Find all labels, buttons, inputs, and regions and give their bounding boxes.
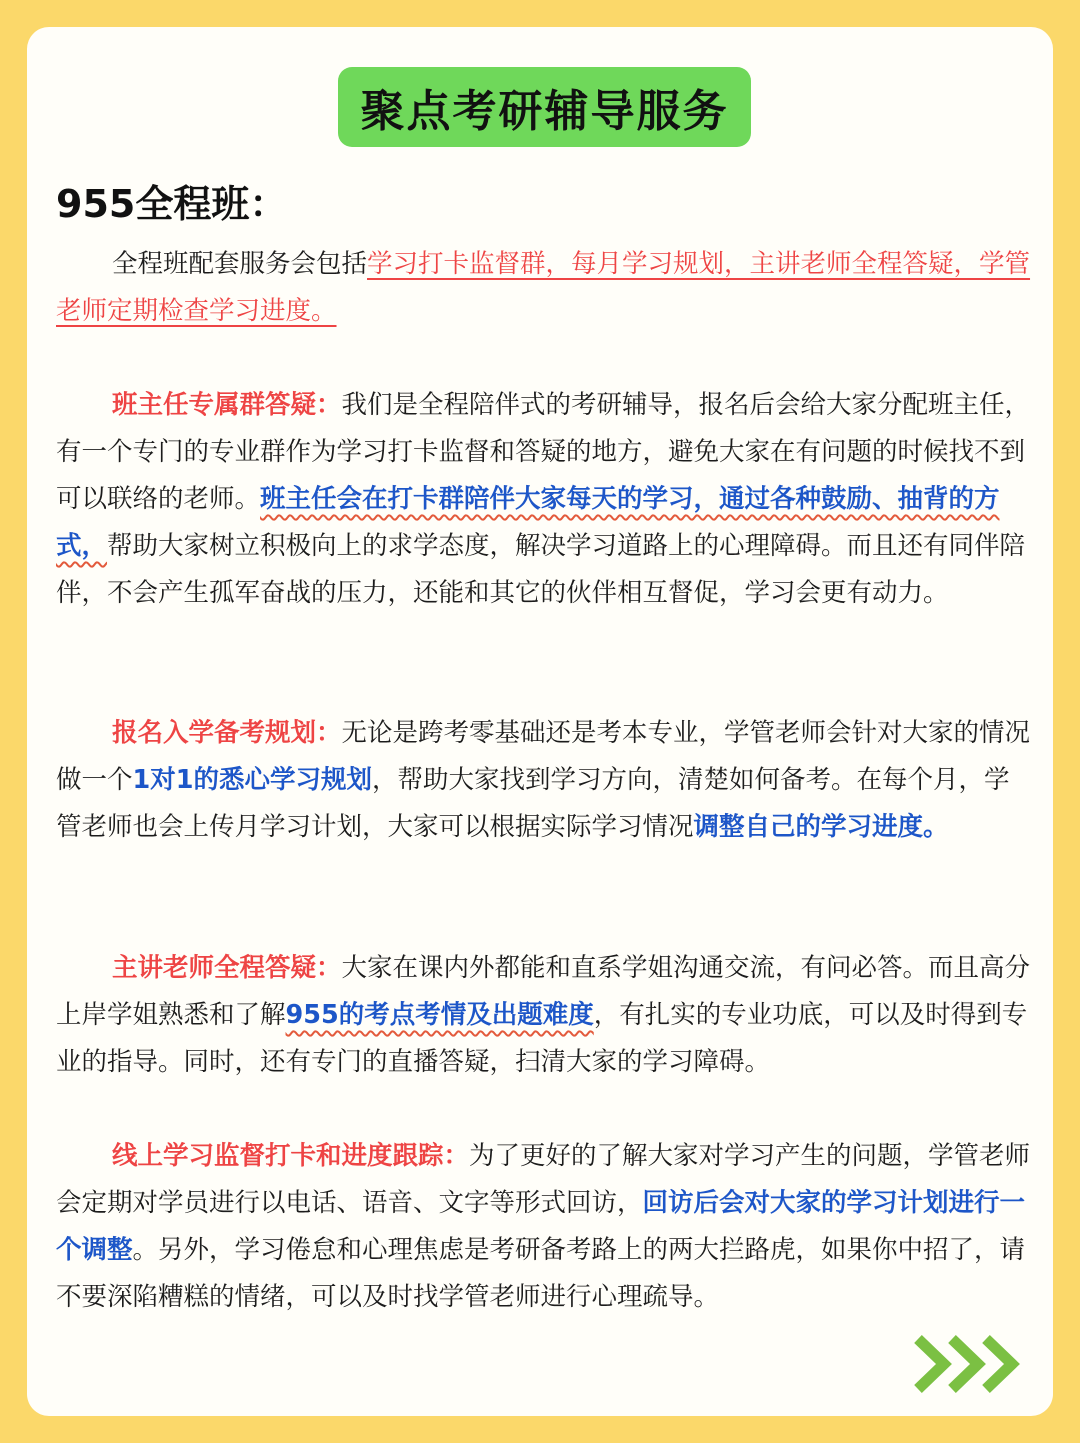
section-text: 我们是全程陪伴式的考研辅导，报名后会给大家分配班主任，有一个专门的专业群作为学习打卡监督和答疑的地方，避免大家在有问题的时候找不到可以联络的老师。: [56, 390, 1031, 514]
section-text: ，帮助大家找到学习方向，清楚如何备考。在每个月，学管老师也会上传月学习计划，大家可以根据实际学习情况: [56, 765, 1010, 842]
section-paragraph-4: [56, 1133, 1031, 1321]
page-title: 聚点考研辅导服务: [338, 67, 751, 147]
section-label: 班主任专属群答疑：: [112, 390, 342, 420]
section-label: 线上学习监督打卡和进度跟踪：: [112, 1141, 470, 1171]
intro-highlight: 学习打卡监督群，每月学习规划，主讲老师全程答疑，学管老师定期检查学习进度。: [56, 249, 1031, 326]
section-highlight: 回访后会对大家的学习计划进行一个调整: [56, 1188, 1026, 1265]
section-highlight: 班主任会在打卡群陪伴大家每天的学习，通过各种鼓励、抽背的方式，: [56, 484, 1000, 561]
intro-text: 全程班配套服务会包括: [112, 249, 368, 279]
intro-paragraph: [56, 241, 1031, 335]
section-highlight: 955的考点考情及出题难度: [285, 1000, 594, 1030]
section-text: ，有扎实的专业功底，可以及时得到专业的指导。同时，还有专门的直播答疑，扫清大家的学习障碍。: [56, 1000, 1028, 1077]
section-label: 主讲老师全程答疑：: [112, 953, 342, 983]
section-text: 无论是跨考零基础还是考本专业，学管老师会针对大家的情况做一个: [56, 718, 1031, 795]
section-text: 。另外，学习倦怠和心理焦虑是考研备考路上的两大拦路虎，如果你中招了，请不要深陷糟糕的情绪，可以及时找学管老师进行心理疏导。: [56, 1235, 1026, 1312]
section-highlight: 1对1的悉心学习规划: [132, 765, 373, 795]
section-text: 帮助大家树立积极向上的求学态度，解决学习道路上的心理障碍。而且还有同伴陪伴，不会产生孤军奋战的压力，还能和其它的伙伴相互督促，学习会更有动力。: [56, 531, 1026, 608]
section-paragraph-2: [56, 710, 1031, 851]
section-text: 大家在课内外都能和直系学姐沟通交流，有问必答。而且高分上岸学姐熟悉和了解: [56, 953, 1031, 1030]
section-paragraph-1: [56, 382, 1031, 617]
triple-chevron-right-icon: [912, 1331, 1032, 1397]
section-text: 为了更好的了解大家对学习产生的问题，学管老师会定期对学员进行以电话、语音、文字等形式回访，: [56, 1141, 1031, 1218]
content-card: [27, 27, 1053, 1416]
section-highlight: 调整自己的学习进度。: [693, 812, 949, 842]
section-paragraph-3: [56, 945, 1031, 1086]
section-title: 955全程班：: [56, 182, 288, 226]
section-label: 报名入学备考规划：: [112, 718, 342, 748]
